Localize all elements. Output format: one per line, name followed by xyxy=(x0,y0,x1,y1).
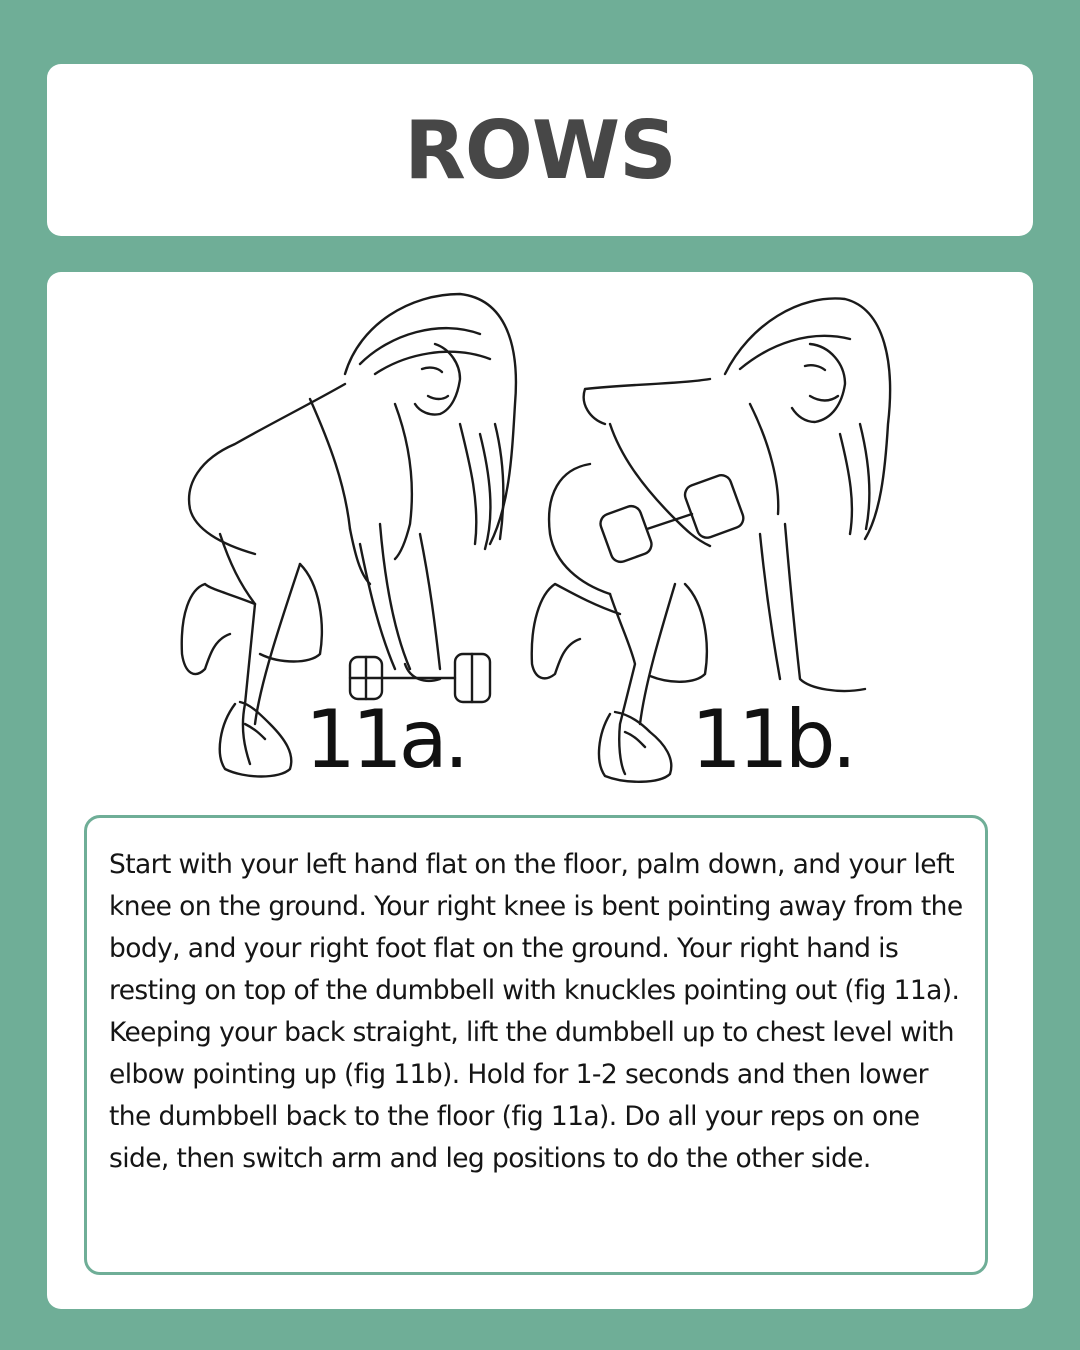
figure-label-11b: 11b. xyxy=(691,693,854,786)
figure-label-11a: 11a. xyxy=(305,693,466,786)
instructions-box xyxy=(84,815,988,1275)
page-title: ROWS xyxy=(404,103,676,197)
exercise-card xyxy=(47,272,1033,1309)
title-card xyxy=(47,64,1033,236)
instructions-text: Start with your left hand flat on the floor, palm down, and your left knee on the ground. Your right knee is bent pointing away from the body, and your right foot flat on the ground. Your right hand is resting on top of the dumbbell with knuckles pointing out (fig 11a). Keeping your back straight, lift the dumbbell up to chest level with elbow pointing up (fig 11b). Hold for 1-2 seconds and then lower the dumbbell back to the floor (fig 11a). Do all your reps on one side, then switch arm and leg positions to do the other side. xyxy=(109,849,963,1174)
